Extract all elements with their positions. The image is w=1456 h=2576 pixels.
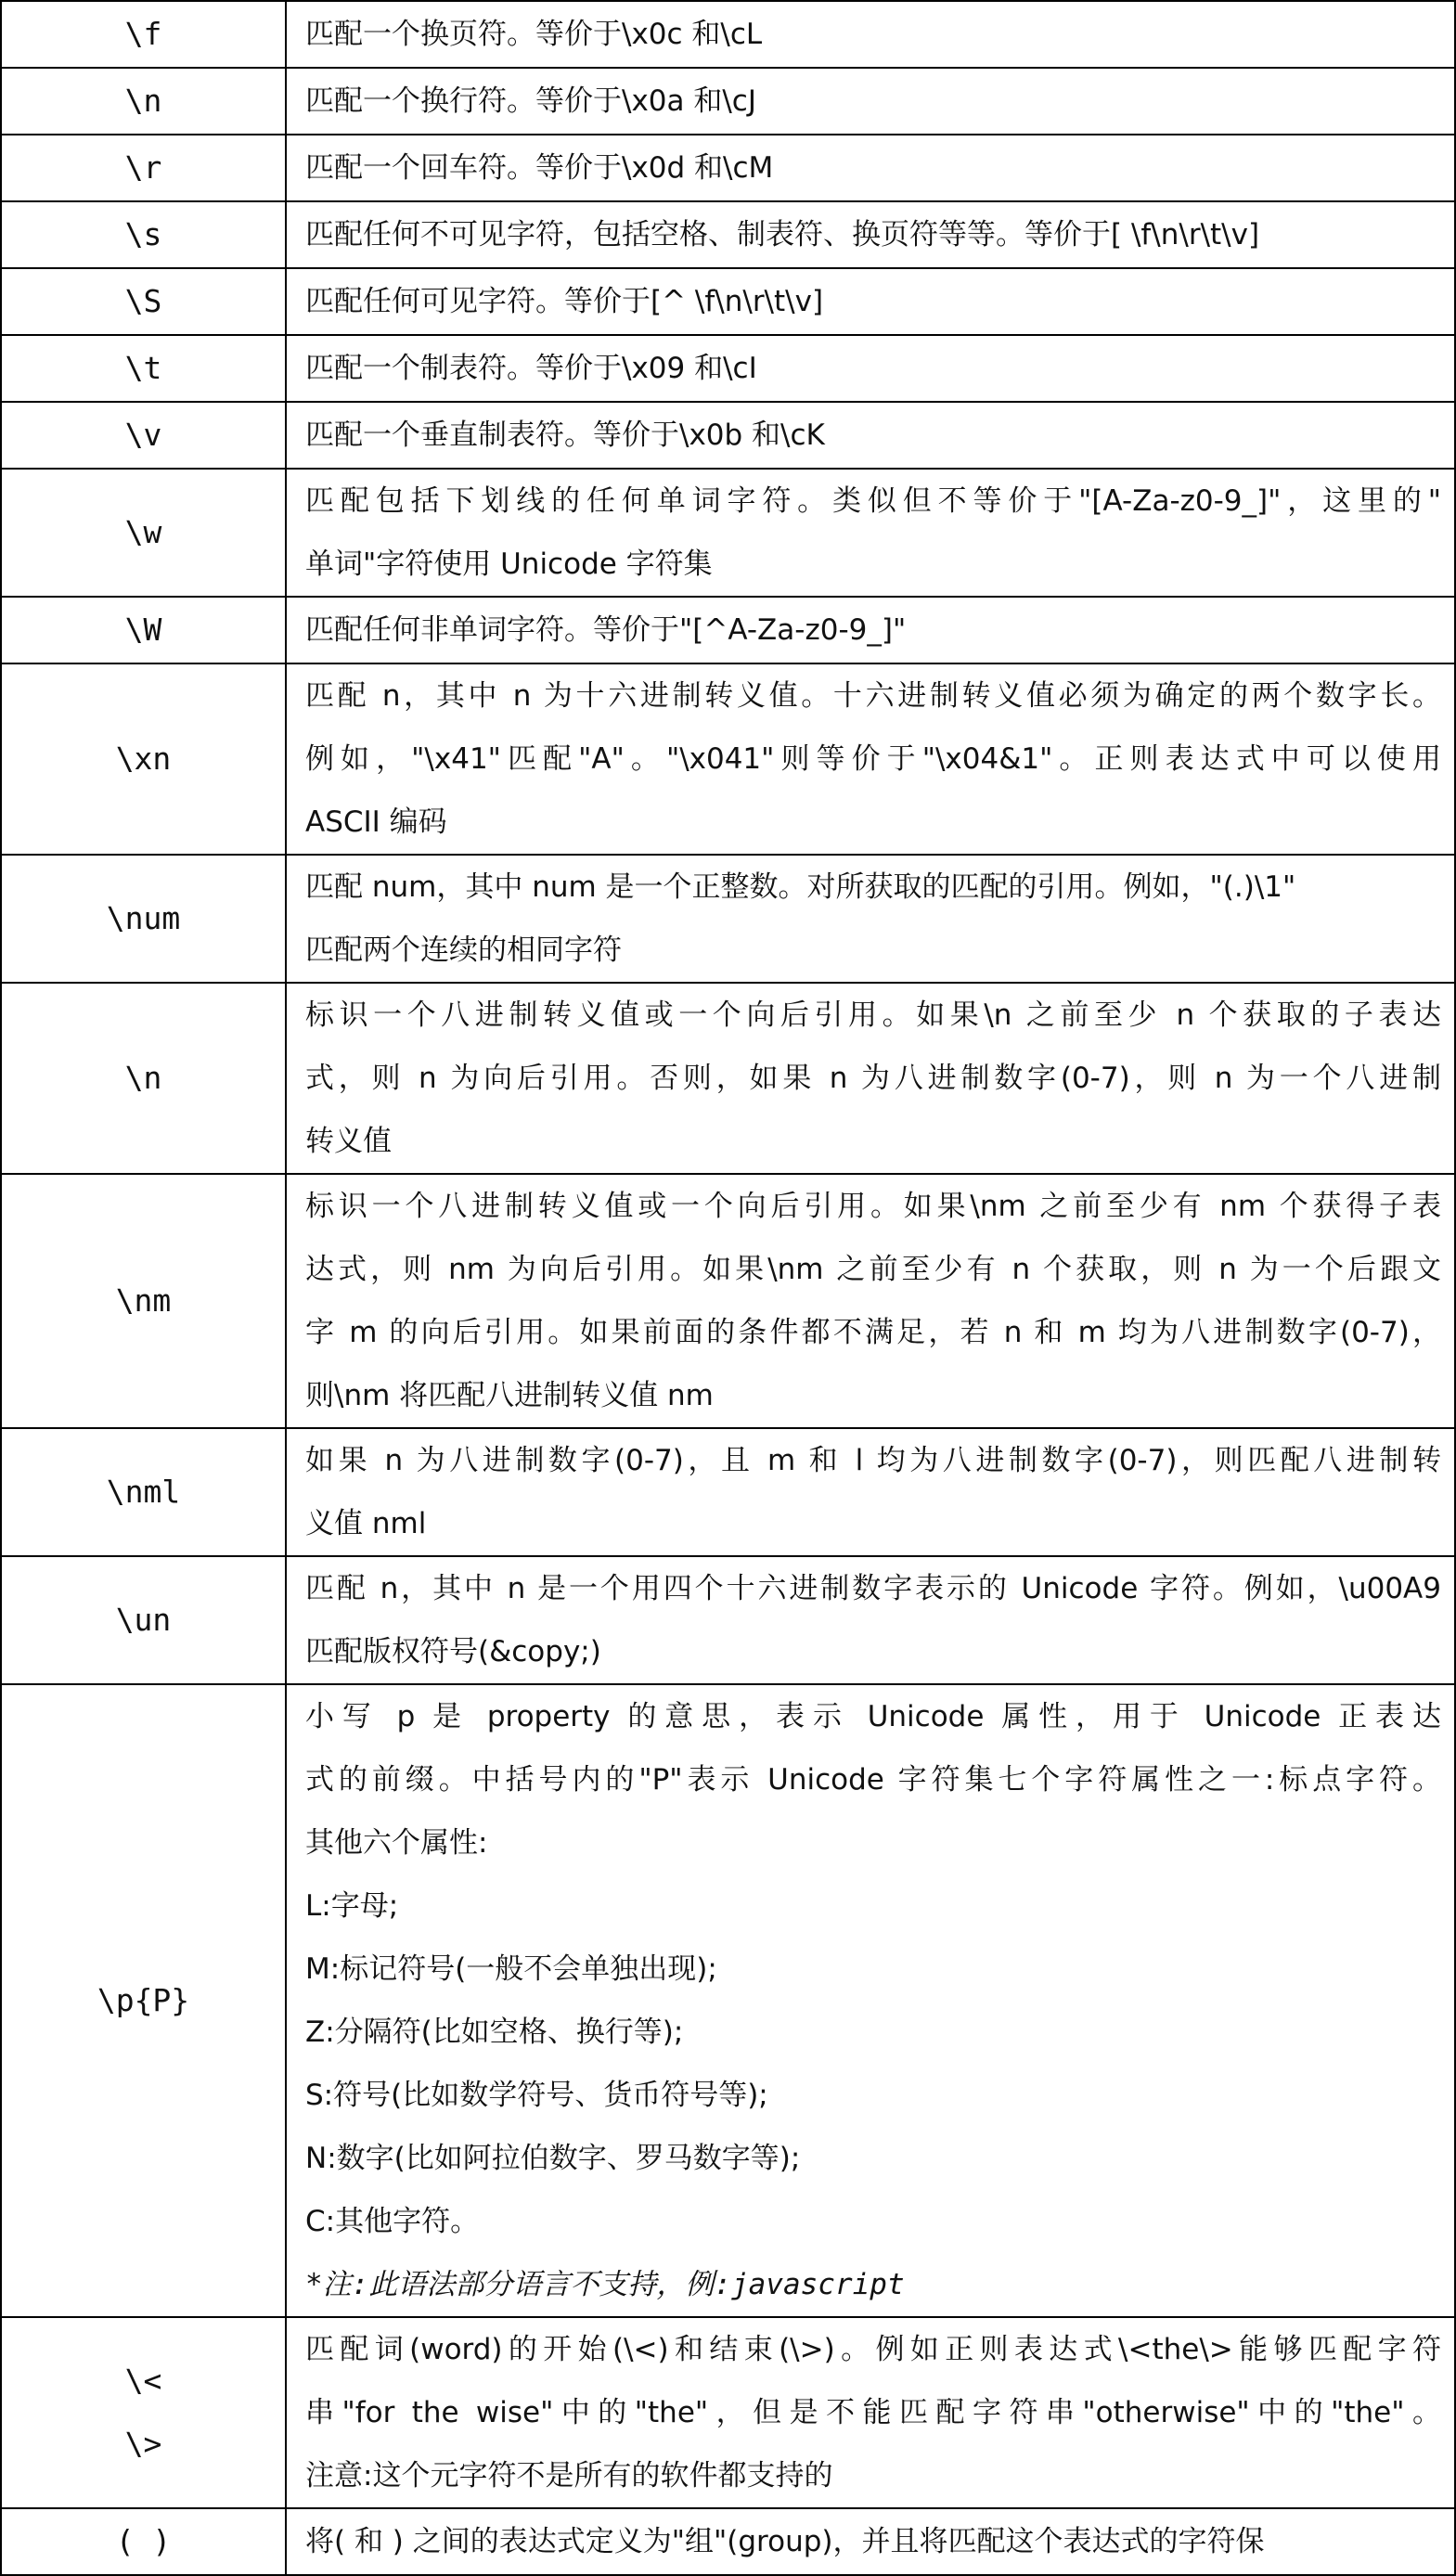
description-line: S:符号(比如数学符号、货币符号等);	[305, 2079, 768, 2112]
table-row	[1, 2508, 1455, 2575]
description-line: 串"for the wise"中的"the"，但是不能匹配字符串"otherwise"中的"the"。	[305, 2396, 1441, 2429]
table-body	[1, 1, 1455, 2575]
description-line: 单词"字符使用 Unicode 字符集	[305, 547, 713, 581]
description-line: 匹配任何可见字符。等价于[^ \f\n\r\t\v]	[305, 285, 824, 318]
table-row	[1, 1428, 1455, 1556]
regex-symbol: \v	[124, 417, 162, 453]
regex-symbol-cell	[1, 201, 286, 268]
description-line: 达式，则 nm 为向后引用。如果\nm 之前至少有 n 个获取，则 n 为一个后跟文	[305, 1253, 1441, 1286]
regex-symbol-cell	[1, 1174, 286, 1428]
table-row	[1, 1684, 1455, 2317]
regex-symbol-cell	[1, 469, 286, 597]
regex-symbol: \nml	[106, 1474, 181, 1510]
description-line: 义值 nml	[305, 1507, 427, 1540]
description-line: 匹配任何非单词字符。等价于"[^A-Za-z0-9_]"	[305, 613, 907, 647]
description-line: 匹配 num，其中 num 是一个正整数。对所获取的匹配的引用。例如，"(.)\1"	[305, 870, 1296, 904]
regex-symbol-cell	[1, 597, 286, 663]
table-row	[1, 201, 1455, 268]
regex-symbol: \>	[124, 2426, 162, 2462]
description-line: 如果 n 为八进制数字(0-7)，且 m 和 l 均为八进制数字(0-7)，则匹配八进制转	[305, 1444, 1441, 1477]
regex-description-cell	[286, 1684, 1455, 2317]
regex-description-cell	[286, 268, 1455, 335]
regex-symbol-cell	[1, 2508, 286, 2575]
regex-description-cell	[286, 335, 1455, 402]
description-line: 匹配版权符号(&copy;)	[305, 1635, 601, 1668]
table-row	[1, 1556, 1455, 1684]
regex-symbol-cell	[1, 855, 286, 983]
regex-symbol-cell	[1, 1, 286, 68]
description-line: 式，则 n 为向后引用。否则，如果 n 为八进制数字(0-7)，则 n 为一个八进制	[305, 1062, 1441, 1095]
table-row	[1, 663, 1455, 855]
regex-symbol: \t	[124, 350, 162, 386]
regex-symbol: \n	[124, 1060, 162, 1096]
description-line: 则\nm 将匹配八进制转义值 nm	[305, 1379, 714, 1412]
regex-symbol: \n	[124, 83, 162, 119]
regex-symbol: \xn	[115, 741, 172, 777]
regex-description-cell	[286, 983, 1455, 1174]
description-line: C:其他字符。	[305, 2205, 480, 2238]
description-line: 标识一个八进制转义值或一个向后引用。如果\nm 之前至少有 nm 个获得子表	[305, 1190, 1441, 1223]
regex-symbol: \<	[124, 2363, 162, 2399]
regex-symbol: \w	[124, 514, 162, 550]
description-line: Z:分隔符(比如空格、换行等);	[305, 2016, 684, 2049]
regex-symbol: \r	[124, 149, 162, 186]
regex-description-cell	[286, 68, 1455, 135]
regex-description-cell	[286, 2317, 1455, 2508]
regex-symbol: \f	[124, 16, 162, 52]
regex-symbol-cell	[1, 2317, 286, 2508]
regex-symbol-cell	[1, 335, 286, 402]
description-line: 式的前缀。中括号内的"P"表示 Unicode 字符集七个字符属性之一:标点字符。	[305, 1763, 1441, 1797]
description-line: 小写 p 是 property 的意思，表示 Unicode 属性，用于 Unicode 正表达	[305, 1700, 1441, 1733]
table-row	[1, 2317, 1455, 2508]
description-line: 匹配词(word)的开始(\<)和结束(\>)。例如正则表达式\<the\>能够匹配字符	[305, 2333, 1441, 2366]
description-line: 例如，"\x41"匹配"A"。"\x041"则等价于"\x04&1"。正则表达式中可以使用	[305, 742, 1441, 776]
description-line: 匹配两个连续的相同字符	[305, 934, 622, 967]
regex-description-cell	[286, 855, 1455, 983]
table-row	[1, 469, 1455, 597]
description-line: 其他六个属性:	[305, 1826, 488, 1860]
regex-symbol-cell	[1, 402, 286, 469]
table-row	[1, 135, 1455, 201]
regex-symbol: \s	[124, 216, 162, 252]
description-line: 匹配 n，其中 n 为十六进制转义值。十六进制转义值必须为确定的两个数字长。	[305, 679, 1441, 713]
description-line: 匹配一个制表符。等价于\x09 和\cI	[305, 352, 757, 385]
regex-symbol: \un	[115, 1602, 172, 1638]
regex-symbol: ( )	[115, 2523, 172, 2559]
description-line: 字 m 的向后引用。如果前面的条件都不满足，若 n 和 m 均为八进制数字(0-7)，	[305, 1316, 1441, 1349]
regex-symbol-cell	[1, 1556, 286, 1684]
description-line: 匹配一个垂直制表符。等价于\x0b 和\cK	[305, 419, 825, 452]
table-row	[1, 1174, 1455, 1428]
regex-description-cell	[286, 1, 1455, 68]
regex-symbol-cell	[1, 983, 286, 1174]
table-row	[1, 855, 1455, 983]
regex-description-cell	[286, 135, 1455, 201]
description-line: 匹配任何不可见字符，包括空格、制表符、换页符等等。等价于[ \f\n\r\t\v]	[305, 218, 1260, 251]
regex-symbol-cell	[1, 135, 286, 201]
description-line: N:数字(比如阿拉伯数字、罗马数字等);	[305, 2142, 801, 2175]
description-line: 匹配包括下划线的任何单词字符。类似但不等价于"[A-Za-z0-9_]"，这里的"	[305, 484, 1441, 518]
description-line: 匹配一个回车符。等价于\x0d 和\cM	[305, 151, 774, 185]
regex-description-cell	[286, 1174, 1455, 1428]
table-row	[1, 268, 1455, 335]
regex-description-cell	[286, 469, 1455, 597]
regex-description-cell	[286, 201, 1455, 268]
regex-symbol: \p{P}	[97, 1982, 190, 2018]
regex-symbol-cell	[1, 663, 286, 855]
table-row	[1, 597, 1455, 663]
table-row	[1, 983, 1455, 1174]
table-row	[1, 1, 1455, 68]
regex-description-cell	[286, 2508, 1455, 2575]
regex-symbol-cell	[1, 68, 286, 135]
regex-symbol: \nm	[115, 1282, 172, 1319]
regex-symbol: \S	[124, 283, 162, 319]
table-row	[1, 402, 1455, 469]
description-line: 匹配 n，其中 n 是一个用四个十六进制数字表示的 Unicode 字符。例如，\u00A9	[305, 1572, 1441, 1605]
description-line: *注:此语法部分语言不支持，例:javascript	[305, 2268, 905, 2301]
regex-description-cell	[286, 1428, 1455, 1556]
table-row	[1, 68, 1455, 135]
regex-symbol: \num	[106, 900, 181, 936]
description-line: 匹配一个换页符。等价于\x0c 和\cL	[305, 18, 763, 51]
description-line: 标识一个八进制转义值或一个向后引用。如果\n 之前至少 n 个获取的子表达	[305, 998, 1441, 1032]
table-row	[1, 335, 1455, 402]
regex-description-cell	[286, 402, 1455, 469]
regex-symbol-cell	[1, 1428, 286, 1556]
description-line: L:字母;	[305, 1889, 399, 1923]
regex-description-cell	[286, 663, 1455, 855]
description-line: 转义值	[305, 1125, 392, 1158]
regex-description-cell	[286, 1556, 1455, 1684]
description-line: 注意:这个元字符不是所有的软件都支持的	[305, 2459, 833, 2492]
description-line: ASCII 编码	[305, 805, 447, 839]
description-line: M:标记符号(一般不会单独出现);	[305, 1952, 717, 1986]
description-line: 匹配一个换行符。等价于\x0a 和\cJ	[305, 84, 756, 118]
regex-symbol: \W	[124, 612, 162, 648]
description-line: 将( 和 ) 之间的表达式定义为"组"(group)，并且将匹配这个表达式的字符保	[305, 2525, 1265, 2558]
regex-symbol-cell	[1, 268, 286, 335]
regex-symbol-cell	[1, 1684, 286, 2317]
regex-description-cell	[286, 597, 1455, 663]
